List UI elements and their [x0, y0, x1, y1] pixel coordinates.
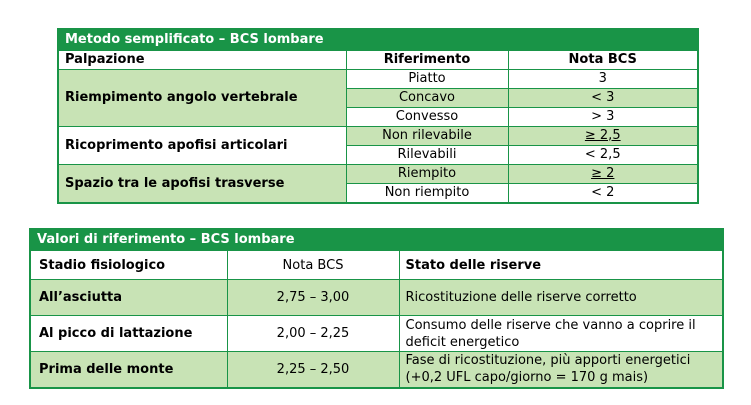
header-stato: Stato delle riserve — [399, 251, 723, 280]
param-label: Ricoprimento apofisi articolari — [58, 127, 346, 165]
table-row — [58, 127, 698, 146]
table1-title: Metodo semplificato – BCS lombare — [58, 29, 698, 51]
nota-cell: < 2 — [508, 184, 698, 204]
ref-cell: Non rilevabile — [346, 127, 508, 146]
nota-cell: 3 — [508, 70, 698, 89]
table2-title: Valori di riferimento – BCS lombare — [30, 229, 723, 251]
ref-cell: Piatto — [346, 70, 508, 89]
nota-cell: < 2,5 — [508, 146, 698, 165]
stato-cell: Fase di ricostituzione, più apporti energetici (+0,2 UFL capo/giorno = 170 g mais) — [399, 352, 723, 388]
table-row — [30, 280, 723, 316]
ref-cell: Riempito — [346, 165, 508, 184]
bcs-reference-values-table — [29, 228, 724, 389]
nota-cell: 2,25 – 2,50 — [227, 352, 399, 388]
header-palpazione: Palpazione — [58, 51, 346, 70]
nota-cell: 2,75 – 3,00 — [227, 280, 399, 316]
header-nota-bcs: Nota BCS — [227, 251, 399, 280]
ref-cell: Concavo — [346, 89, 508, 108]
header-riferimento: Riferimento — [346, 51, 508, 70]
nota-cell: > 3 — [508, 108, 698, 127]
stato-cell: Consumo delle riserve che vanno a coprire il deficit energetico — [399, 316, 723, 352]
nota-cell: < 3 — [508, 89, 698, 108]
ref-cell: Convesso — [346, 108, 508, 127]
stadio-cell: Prima delle monte — [30, 352, 227, 388]
stato-cell: Ricostituzione delle riserve corretto — [399, 280, 723, 316]
table-row — [58, 70, 698, 89]
nota-cell: ≥ 2,5 — [508, 127, 698, 146]
nota-cell: 2,00 – 2,25 — [227, 316, 399, 352]
header-stadio: Stadio fisiologico — [30, 251, 227, 280]
stadio-cell: Al picco di lattazione — [30, 316, 227, 352]
param-label: Spazio tra le apofisi trasverse — [58, 165, 346, 204]
stadio-cell: All’asciutta — [30, 280, 227, 316]
bcs-simplified-method-table — [57, 28, 699, 204]
nota-cell: ≥ 2 — [508, 165, 698, 184]
table-row — [30, 316, 723, 352]
param-label: Riempimento angolo vertebrale — [58, 70, 346, 127]
header-nota-bcs: Nota BCS — [508, 51, 698, 70]
table-row — [30, 352, 723, 388]
ref-cell: Non riempito — [346, 184, 508, 204]
table-row — [58, 165, 698, 184]
ref-cell: Rilevabili — [346, 146, 508, 165]
